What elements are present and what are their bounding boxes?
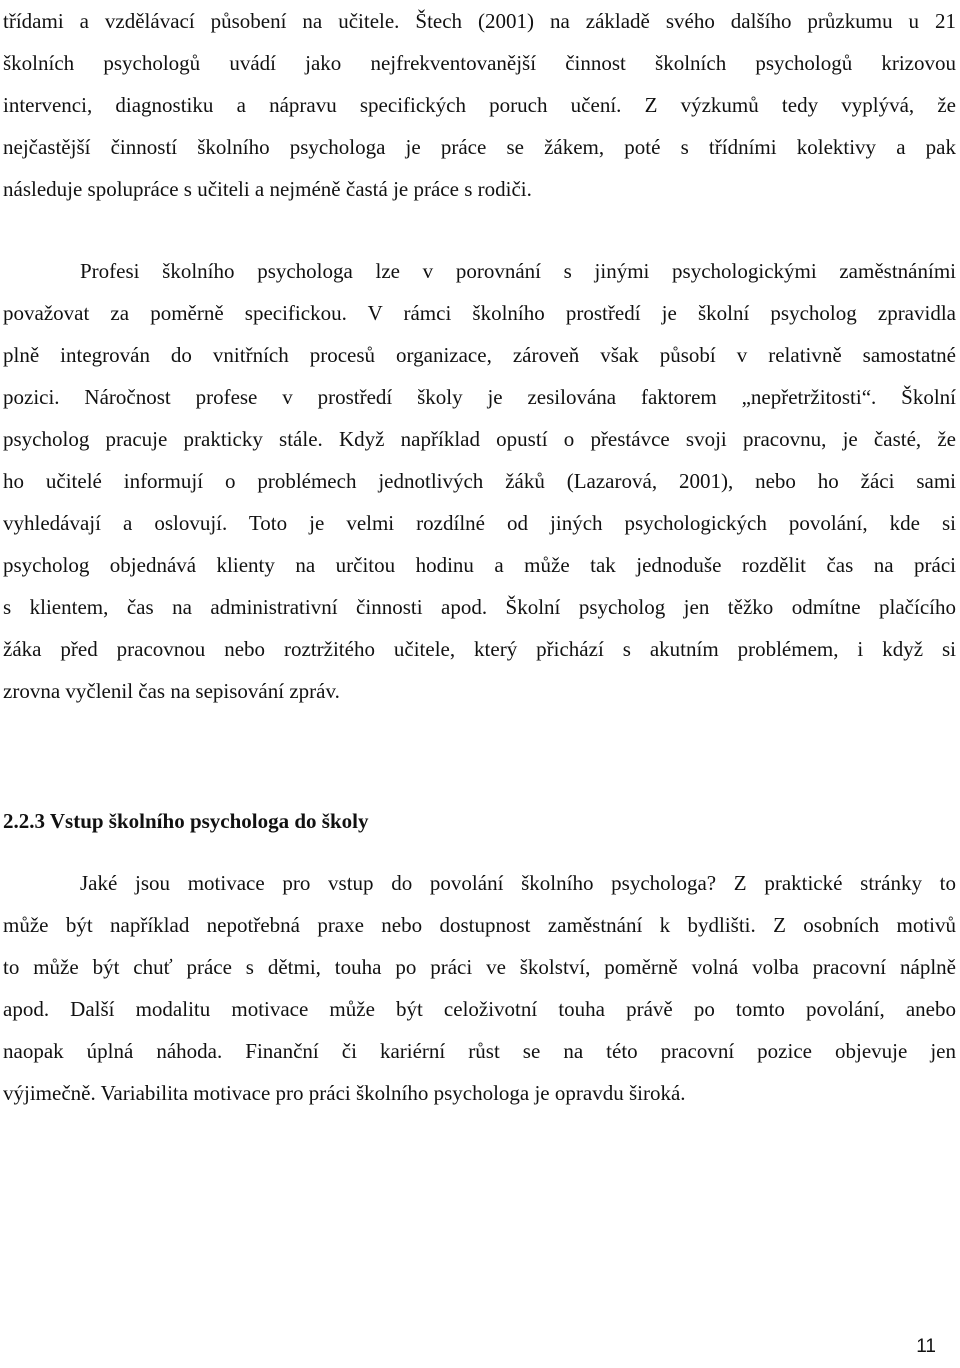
text-line: psycholog objednává klienty na určitou hodinu a může tak jednoduše rozdělit čas na práci xyxy=(3,553,956,577)
text-line: naopak úplná náhoda. Finanční či kariérní růst se na této pracovní pozice objevuje jen xyxy=(3,1039,956,1063)
text-line: vyhledávají a oslovují. Toto je velmi rozdílné od jiných psychologických povolání, kde si xyxy=(3,511,956,535)
text-line: žáka před pracovnou nebo roztržitého učitele, který přichází s akutním problémem, i když si xyxy=(3,637,956,661)
text-line: může být například nepotřebná praxe nebo dostupnost zaměstnání k bydlišti. Z osobních motivů xyxy=(3,913,956,937)
text-line: nejčastější činností školního psychologa je práce se žákem, poté s třídními kolektivy a pak xyxy=(3,135,956,159)
text-line: zrovna vyčlenil čas na sepisování zpráv. xyxy=(3,679,340,703)
text-line: apod. Další modalitu motivace může být celoživotní touha právě po tomto povolání, anebo xyxy=(3,997,956,1021)
text-line: plně integrován do vnitřních procesů organizace, zároveň však působí v relativně samostatné xyxy=(3,343,956,367)
text-line: pozici. Náročnost profese v prostředí školy je zesilována faktorem „nepřetržitosti“. Školní xyxy=(3,385,956,409)
text-line: následuje spolupráce s učiteli a nejméně častá je práce s rodiči. xyxy=(3,177,532,201)
text-line: považovat za poměrně specifickou. V rámci školního prostředí je školní psycholog zpravidla xyxy=(3,301,956,325)
text-line: intervenci, diagnostiku a nápravu specifických poruch učení. Z výzkumů tedy vyplývá, že xyxy=(3,93,956,117)
page-number: 11 xyxy=(916,1336,936,1357)
section-heading: 2.2.3 Vstup školního psychologa do školy xyxy=(3,809,369,833)
text-line: školních psychologů uvádí jako nejfrekventovanější činnost školních psychologů krizovou xyxy=(3,51,956,75)
text-line: s klientem, čas na administrativní činnosti apod. Školní psycholog jen těžko odmítne plačícího xyxy=(3,595,956,619)
text-line: to může být chuť práce s dětmi, touha po práci ve školství, poměrně volná volba pracovní náplně xyxy=(3,955,956,979)
text-line: psycholog pracuje prakticky stále. Když například opustí o přestávce svoji pracovnu, je časté, že xyxy=(3,427,956,451)
text-line: ho učitelé informují o problémech jednotlivých žáků (Lazarová, 2001), nebo ho žáci sami xyxy=(3,469,956,493)
text-line: třídami a vzdělávací působení na učitele. Štech (2001) na základě svého dalšího průzkumu u 21 xyxy=(3,9,956,33)
text-line: Profesi školního psychologa lze v porovnání s jinými psychologickými zaměstnáními xyxy=(80,259,956,283)
text-line: výjimečně. Variabilita motivace pro práci školního psychologa je opravdu široká. xyxy=(3,1081,686,1105)
text-line: Jaké jsou motivace pro vstup do povolání školního psychologa? Z praktické stránky to xyxy=(80,871,956,895)
